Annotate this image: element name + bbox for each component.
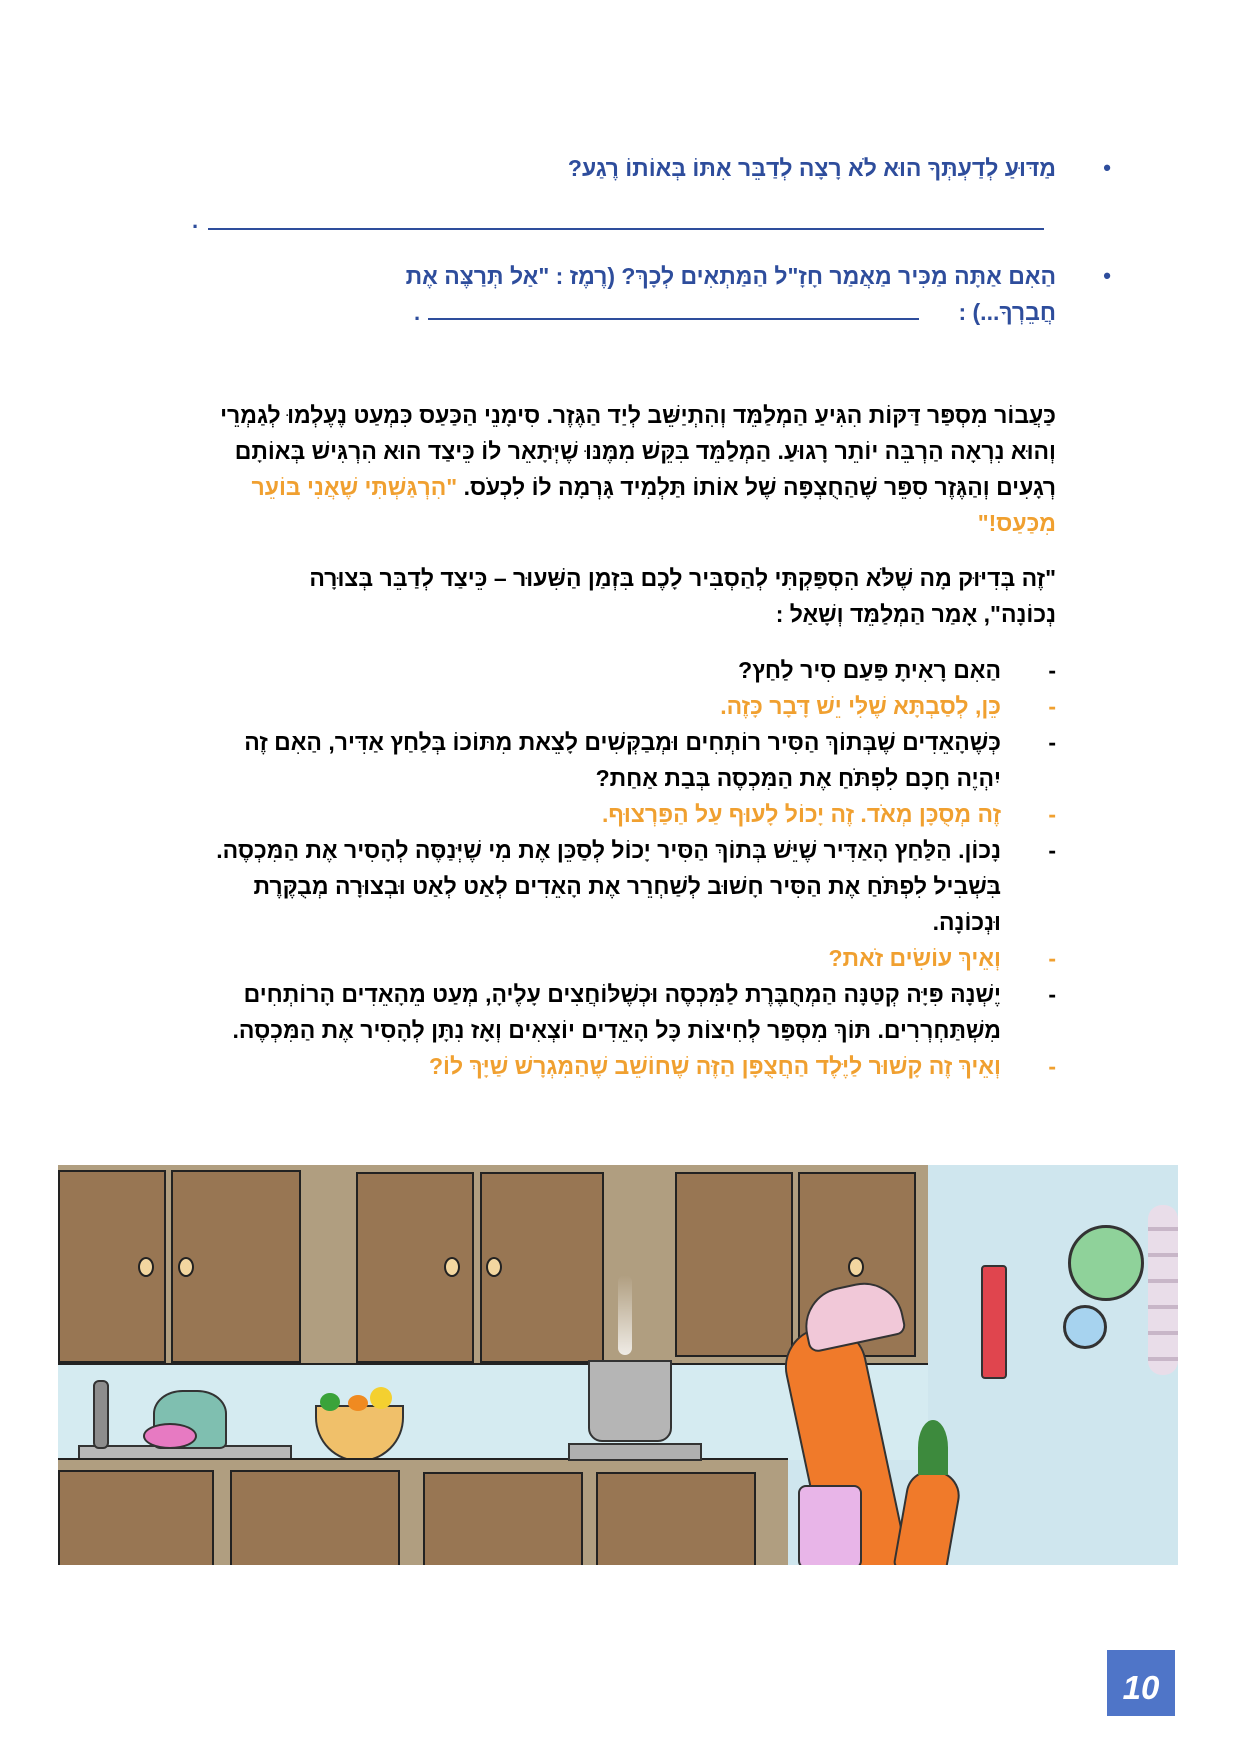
answer-2-period: .	[414, 300, 421, 325]
kitchen-illustration	[58, 1165, 1178, 1565]
question-2-line2: חֲבֵרְךָ...) :	[958, 299, 1056, 325]
plate-icon	[143, 1423, 197, 1449]
dash-icon: -	[1048, 657, 1056, 683]
dialog-text: זֶה מְסֻכָּן מְאֹד. זֶה יָכוֹל לָעוּף עַל הַפַּרְצוּף.	[602, 801, 1001, 827]
paragraph-1-text: כַּעֲבוֹר מִסְפַּר דַּקּוֹת הִגִּיעַ הַמְלַמֵּד וְהִתְיַשֵּׁב לְיַד הַגֶּזֶר. סִימָנֵי הַכַּעַס כִּמְעַט נֶעֶלְמוּ לְגַמְרֵי וְהוּא נִרְאָה הַרְבֵּה יוֹתֵר רָגוּעַ. הַמְלַמֵּד בִּקֵּשׁ מִמֶּנּוּ שֶׁיְּתָאֵר לוֹ כֵּיצַד הוּא הִרְגִּישׁ בְּאוֹתָם רְגָעִים וְהַגֶּזֶר סִפֵּר שֶׁהַחֻצְפָּה שֶׁל אוֹתוֹ תַּלְמִיד גָּרְמָה לוֹ לִכְעֹס.	[220, 402, 1056, 500]
fruit-icon	[320, 1393, 340, 1411]
faucet-icon	[93, 1380, 109, 1449]
pressure-cooker-icon	[588, 1360, 672, 1442]
fruit-icon	[348, 1395, 368, 1411]
dialog-text: הַאִם רָאִיתָ פַּעַם סִיר לַחַץ?	[738, 657, 1001, 683]
paragraph-2-text: "זֶה בְּדִיּוּק מָה שֶׁלֹּא הִסְפַּקְתִּי לְהַסְבִּיר לָכֶם בִּזְמַן הַשִּׁעוּר – כֵּיצַד לְדַבֵּר בְּצוּרָה נְכוֹנָה", אָמַר הַמְלַמֵּד וְשָׁאַל :	[309, 565, 1056, 627]
answer-line-2[interactable]	[428, 318, 919, 320]
bullet-icon: •	[1103, 263, 1111, 288]
dash-icon: -	[1048, 729, 1056, 755]
answer-1-period: .	[192, 208, 199, 233]
fruit-icon	[370, 1387, 392, 1409]
towel-icon	[981, 1265, 1007, 1379]
dialog-text: כֵּן, לְסַבְתָּא שֶׁלִּי יֵשׁ דָּבָר כָּזֶה.	[720, 693, 1001, 719]
garlic-braid-icon	[1148, 1205, 1178, 1375]
dash-icon: -	[1048, 981, 1056, 1007]
page-number: 10	[1107, 1650, 1175, 1716]
cabinet-door	[58, 1470, 214, 1565]
dialog-line-teacher	[200, 976, 1056, 1048]
answer-line-1[interactable]	[208, 228, 1044, 230]
dialog-text: יֶשְׁנָהּ פִּיָּה קְטַנָּה הַמְחֻבֶּרֶת לַמִּכְסֶה וּכְשֶׁלּוֹחֲצִים עָלֶיהָ, מְעַט מֵהָאֵדִים הָרוֹתְחִים מִשְׁתַּחְרְרִים. תּוֹךְ מִסְפַּר לְחִיצוֹת כָּל הָאֵדִים יוֹצְאִים וְאָז נִתָּן לְהָסִיר אֶת הַמִּכְסֶה.	[232, 981, 1001, 1043]
dash-icon: -	[1048, 693, 1056, 719]
dialog-list	[200, 652, 1056, 1084]
dialog-line-carrot	[200, 688, 1056, 724]
decorative-plate-icon	[1063, 1305, 1107, 1349]
question-1	[190, 150, 1111, 186]
steam-icon	[618, 1275, 632, 1355]
cabinet-knob-icon	[486, 1257, 502, 1277]
dialog-line-teacher	[200, 724, 1056, 796]
dash-icon: -	[1048, 801, 1056, 827]
apron-icon	[798, 1485, 862, 1565]
cabinet-knob-icon	[138, 1257, 154, 1277]
dialog-line-carrot	[200, 1048, 1056, 1084]
cabinet-knob-icon	[848, 1257, 864, 1277]
cabinet-knob-icon	[444, 1257, 460, 1277]
bullet-icon: •	[1103, 155, 1111, 180]
carrot-quote: "הִרְגַּשְׁתִּי שֶׁאֲנִי בּוֹעֵר מִכַּעַס!"	[251, 474, 1056, 536]
carrot-child-icon	[892, 1466, 963, 1565]
decorative-plate-icon	[1068, 1225, 1144, 1301]
cabinet-door	[230, 1470, 400, 1565]
dash-icon: -	[1048, 837, 1056, 863]
question-1-text: מַדּוּעַ לְדַעְתְּךָ הוּא לֹא רָצָה לְדַבֵּר אִתּוֹ בְּאוֹתוֹ רֶגַע?	[567, 155, 1056, 181]
dialog-line-teacher	[200, 652, 1056, 688]
dialog-line-carrot	[200, 940, 1056, 976]
dialog-line-teacher	[200, 832, 1056, 940]
story-paragraph-1	[190, 397, 1056, 541]
stovetop	[568, 1443, 702, 1461]
cabinet-door	[596, 1472, 756, 1565]
cabinet-knob-icon	[178, 1257, 194, 1277]
carrot-leaves-icon	[918, 1420, 948, 1475]
story-paragraph-2	[255, 560, 1056, 632]
dialog-text: כְּשֶׁהָאֵדִים שֶׁבְּתוֹךְ הַסִּיר רוֹתְחִים וּמְבַקְּשִׁים לָצֵאת מִתּוֹכוֹ בְּלַחַץ אַדִּיר, הַאִם זֶה יִהְיֶה חָכָם לִפְתֹּחַ אֶת הַמִּכְסֶה בְּבַת אַחַת?	[244, 729, 1001, 791]
dialog-line-carrot	[200, 796, 1056, 832]
dialog-text: וְאֵיךְ עוֹשִׂים זֹאת?	[828, 945, 1001, 971]
cabinet-door	[675, 1172, 793, 1357]
dash-icon: -	[1048, 945, 1056, 971]
question-2-line1: הַאִם אַתָּה מַכִּיר מַאֲמַר חָזָ"ל הַמַּתְאִים לְכָךְ? (רֶמֶז : "אַל תְּרַצֶּה אֶת	[405, 263, 1056, 289]
cabinet-door	[423, 1472, 583, 1565]
dialog-text: נָכוֹן. הַלַּחַץ הָאַדִּיר שֶׁיֵּשׁ בְּתוֹךְ הַסִּיר יָכוֹל לְסַכֵּן אֶת מִי שֶׁיְּנַסֶּה לְהָסִיר אֶת הַמִּכְסֶה. בִּשְׁבִיל לִפְתֹּחַ אֶת הַסִּיר חָשׁוּב לְשַׁחְרֵר אֶת הָאֵדִים לְאַט לְאַט וּבְצוּרָה מְבֻקֶּרֶת וּנְכוֹנָה.	[216, 837, 1001, 935]
dash-icon: -	[1048, 1053, 1056, 1079]
dialog-text: וְאֵיךְ זֶה קָשׁוּר לַיֶּלֶד הַחֲצֻפָּן הַזֶּה שֶׁחוֹשֵׁב שֶׁהַמִּגְרָשׁ שַׁיָּךְ לוֹ?	[428, 1053, 1001, 1079]
